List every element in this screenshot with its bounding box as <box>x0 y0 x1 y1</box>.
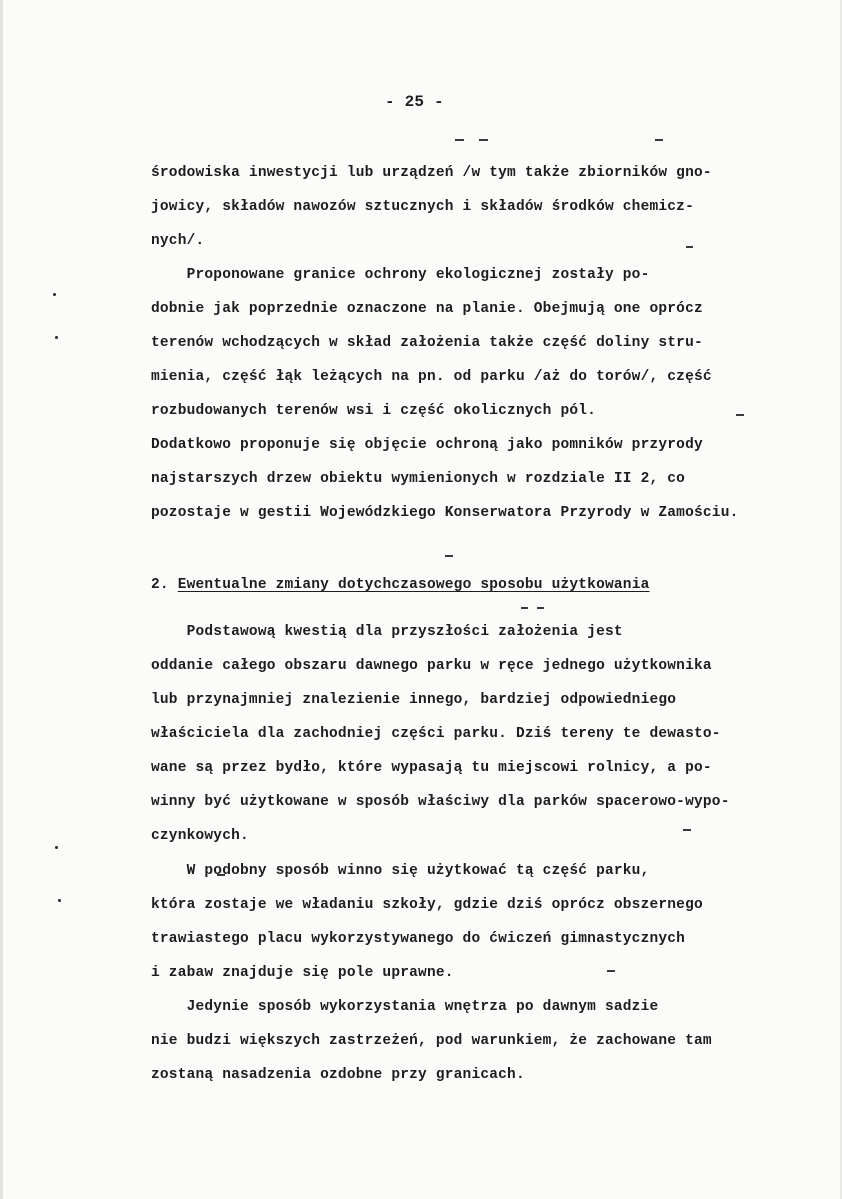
text-line: wane są przez bydło, które wypasają tu miejscowi rolnicy, a po- <box>151 760 712 776</box>
margin-speck <box>55 846 58 849</box>
text-line: oddanie całego obszaru dawnego parku w ręce jednego użytkownika <box>151 658 712 674</box>
text-line: Jedynie sposób wykorzystania wnętrza po dawnym sadzie <box>151 999 659 1015</box>
margin-dash <box>521 607 528 609</box>
text-line: trawiastego placu wykorzystywanego do ćwiczeń gimnastycznych <box>151 931 686 947</box>
margin-dash <box>445 555 453 557</box>
text-line: która zostaje we władaniu szkoły, gdzie dziś oprócz obszernego <box>151 897 703 913</box>
margin-dash <box>686 246 693 248</box>
section-heading <box>151 575 650 595</box>
margin-dash <box>607 970 615 972</box>
text-line: i zabaw znajduje się pole uprawne. <box>151 965 454 981</box>
text-line: czynkowych. <box>151 828 249 844</box>
text-line: winny być użytkowane w sposób właściwy dla parków spacerowo-wypo- <box>151 794 730 810</box>
text-line: dobnie jak poprzednie oznaczone na planie. Obejmują one oprócz <box>151 301 703 317</box>
margin-speck <box>53 293 56 296</box>
text-line: środowiska inwestycji lub urządzeń /w tym także zbiorników gno- <box>151 165 712 181</box>
text-line: W podobny sposób winno się użytkować tą część parku, <box>151 863 650 879</box>
text-line: najstarszych drzew obiektu wymienionych w rozdziale II 2, co <box>151 471 686 487</box>
text-line: terenów wchodzących w skład założenia także część doliny stru- <box>151 335 703 351</box>
text-line: lub przynajmniej znalezienie innego, bardziej odpowiedniego <box>151 692 677 708</box>
text-line: pozostaje w gestii Wojewódzkiego Konserwatora Przyrody w Zamościu. <box>151 505 739 521</box>
text-line: nych/. <box>151 233 205 249</box>
section-number: 2. <box>151 577 169 593</box>
page-number: - 25 - <box>385 93 444 111</box>
text-line: Podstawową kwestią dla przyszłości założenia jest <box>151 624 623 640</box>
text-line: jowicy, składów nawozów sztucznych i składów środków chemicz- <box>151 199 694 215</box>
text-line: rozbudowanych terenów wsi i część okolicznych pól. <box>151 403 597 419</box>
text-line: właściciela dla zachodniej części parku. Dziś tereny te dewasto- <box>151 726 721 742</box>
margin-dash <box>683 829 691 831</box>
margin-dash <box>537 607 544 609</box>
text-line: Dodatkowo proponuje się objęcie ochroną jako pomników przyrody <box>151 437 703 453</box>
text-line: zostaną nasadzenia ozdobne przy granicach. <box>151 1067 525 1083</box>
text-line: Proponowane granice ochrony ekologicznej zostały po- <box>151 267 650 283</box>
margin-dash <box>479 139 488 141</box>
margin-speck <box>58 899 61 902</box>
section-title: Ewentualne zmiany dotychczasowego sposobu użytkowania <box>177 577 650 593</box>
margin-dash <box>455 139 464 141</box>
text-line: mienia, część łąk leżących na pn. od parku /aż do torów/, część <box>151 369 712 385</box>
text-line: nie budzi większych zastrzeżeń, pod warunkiem, że zachowane tam <box>151 1033 712 1049</box>
margin-dash <box>655 139 663 141</box>
margin-dash <box>736 414 744 416</box>
margin-speck <box>55 336 58 339</box>
